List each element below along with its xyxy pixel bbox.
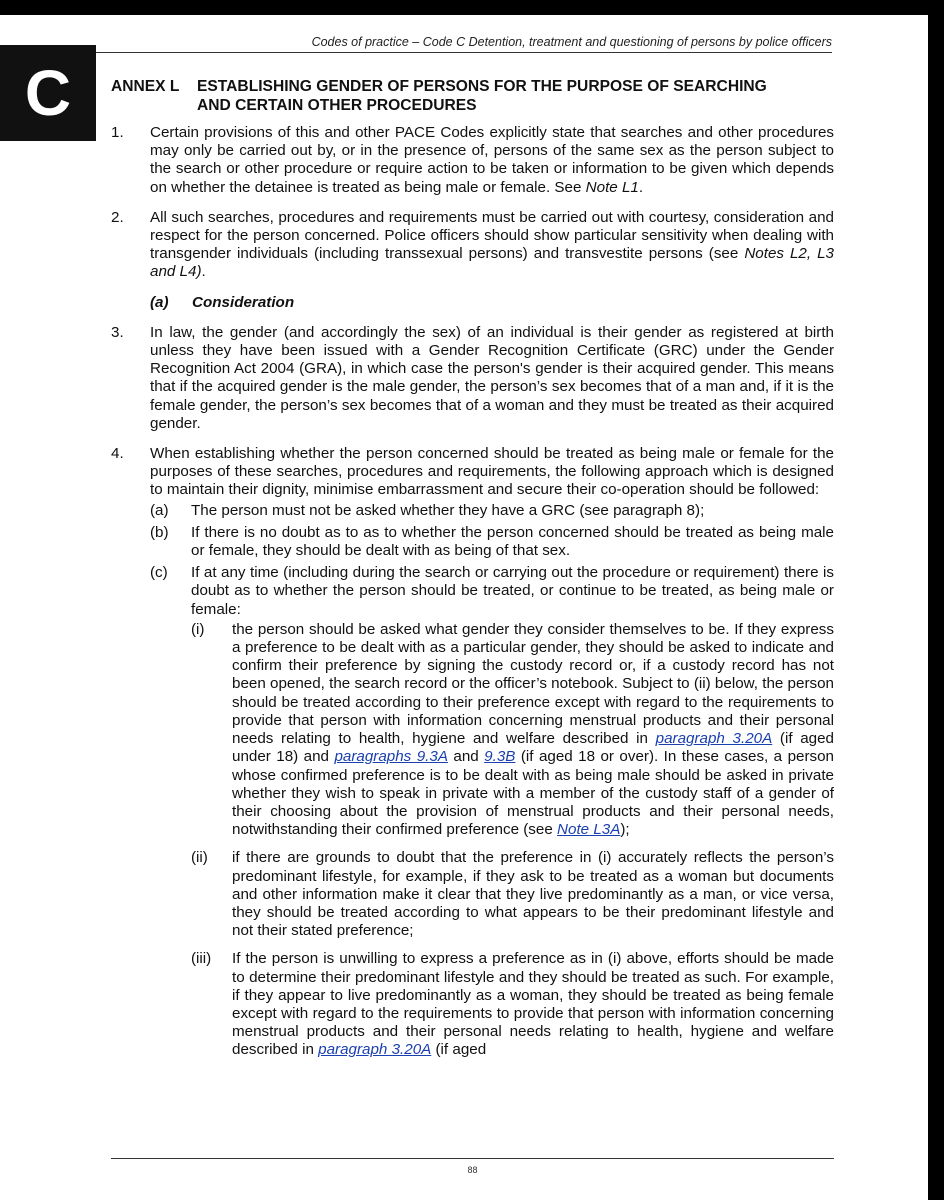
sub-body (191, 564, 834, 1069)
sub-item-a (150, 502, 834, 520)
sub-label: (a) (150, 501, 169, 519)
item-i-text-5: ); (620, 821, 630, 839)
paragraph-3 (111, 324, 834, 433)
annex-title-line2: AND CERTAIN OTHER PROCEDURES (197, 97, 477, 114)
sub-sub-text: if there are grounds to doubt that the preference in (i) accurately reflects the person’s predominant lifestyle, for example, if they ask to be treated as a woman but documents and other information make it clear that they live predominantly as a man, or vice versa, they should be treated according to what appears to be their predominant lifestyle and not their stated preference; (232, 849, 834, 940)
paragraph-4 (111, 445, 834, 1074)
paragraph-2 (111, 209, 834, 282)
document-page (0, 15, 928, 1200)
paragraph-1 (111, 124, 834, 197)
annex-label: ANNEX L (111, 78, 180, 95)
paragraph-text (150, 209, 834, 282)
item-i-text-4: (if aged 18 or over). In these cases, a person whose confirmed preference is to be dealt with as being male should be asked in private whether they wish to speak in private with a member of the custody staff of a gender of their choosing about the provision of menstrual products and their personal needs, notwithstanding their confirmed preference (see (232, 748, 835, 839)
link-paragraphs-9-3a[interactable]: paragraphs 9.3A (334, 748, 448, 766)
sub-sub-text (232, 621, 834, 839)
sub-label: (c) (150, 564, 168, 582)
annex-title-line1: ESTABLISHING GENDER OF PERSONS FOR THE PURPOSE OF SEARCHING (197, 78, 767, 95)
running-header: Codes of practice – Code C Detention, treatment and questioning of persons by police officers (96, 35, 832, 53)
notes-ref: Notes L2, L3 and L4) (150, 245, 834, 281)
item-i-text-2: (if aged under 18) and (232, 730, 835, 766)
sub-item-b (150, 524, 834, 560)
annex-title-text (197, 77, 834, 115)
sub-text: If there is no doubt as to as to whether the person concerned should be treated as being male or female, they should be dealt with as being of that sex. (191, 523, 834, 560)
sub-sub-label: (iii) (191, 950, 212, 968)
paragraph-number: 2. (111, 208, 124, 226)
paragraph-4-text: When establishing whether the person concerned should be treated as being male or female for the purposes of these searches, procedures and requirements, the following approach which is designed to maintain their dignity, minimise embarrassment and secure their co-operation should be followed: (150, 445, 834, 499)
paragraph-number: 3. (111, 323, 124, 341)
item-i-text-1: the person should be asked what gender they consider themselves to be. If they express a preference to be dealt with as a particular gender, they should be asked to indicate and confirm their preference by signing the custody record or, if a custody record has not been opened, the search record or the officer’s notebook. Subject to (ii) below, the person should be treated according to their preference except with regard to the requirements to provide that person with information concerning menstrual products and their personal needs relating to health, hygiene and welfare described in (232, 620, 834, 748)
paragraph-1-end: . (638, 178, 644, 196)
page-number: 88 (467, 1165, 478, 1175)
note-l1-ref: Note L1 (585, 178, 639, 196)
sub-sub-item-i (191, 621, 834, 839)
paragraph-number: 1. (111, 124, 124, 141)
document-body (111, 77, 834, 1074)
section-heading-consideration (150, 294, 834, 312)
sub-label: (b) (150, 523, 169, 541)
sub-text: If at any time (including during the search or carrying out the procedure or requirement) there is doubt as to whether the person should be treated, or continue to be treated, as being male or female: (191, 564, 834, 618)
link-note-l3a[interactable]: Note L3A (557, 821, 621, 839)
sub-sub-item-iii (191, 950, 834, 1059)
sub-sub-text (232, 950, 834, 1059)
sub-sub-item-ii (191, 849, 834, 940)
item-iii-text-2: (if aged (431, 1041, 487, 1059)
item-iii-text-1: If the person is unwilling to express a preference as in (i) above, efforts should be made to determine their predominant lifestyle and they should be treated as such. For example, if they appear to live predominantly as a woman, they should be treated as being female except with regard to the requirements to provide that person with information concerning menstrual products and their personal needs relating to health, hygiene and welfare described in (232, 950, 834, 1059)
paragraph-text: In law, the gender (and accordingly the sex) of an individual is their gender as registered at birth unless they have been issued with a Gender Recognition Certificate (GRC) under the Gender Recognition Act 2004 (GRA), in which case the person's gender is their acquired gender. This means that if the acquired gender is the male gender, the person’s sex becomes that of a man and, if it is the female gender, the person’s sex becomes that of a woman and they must be treated as their acquired gender. (150, 323, 834, 432)
sub-text: The person must not be asked whether they have a GRC (see paragraph 8); (191, 501, 705, 519)
section-label: (a) (150, 293, 169, 311)
paragraph-1-text: Certain provisions of this and other PACE Codes explicitly state that searches and other procedures may only be carried out by, or in the presence of, persons of the same sex as the person subject to the search or other procedure or require action to be taken or information to be given which depends on whether the detainee is treated as being male or female. See (150, 124, 834, 196)
section-title: Consideration (192, 293, 295, 311)
sub-sub-label: (i) (191, 620, 205, 638)
paragraph-number: 4. (111, 445, 124, 463)
link-paragraph-3-20a-2[interactable]: paragraph 3.20A (318, 1041, 432, 1059)
paragraph-2-text: All such searches, procedures and requirements must be carried out with courtesy, consideration and respect for the person concerned. Police officers should show particular sensitivity when dealing with transgender individuals (including transsexual persons) and transvestite persons (see (150, 208, 834, 263)
paragraph-body (150, 445, 834, 1074)
annex-title (111, 77, 834, 115)
footer-divider (111, 1158, 834, 1159)
item-i-text-3: and (447, 748, 485, 766)
sub-item-c (150, 564, 834, 1069)
section-tab-c: C (0, 45, 96, 141)
link-9-3b[interactable]: 9.3B (484, 748, 516, 766)
paragraph-text (150, 124, 834, 197)
sub-sub-label: (ii) (191, 849, 208, 867)
link-paragraph-3-20a[interactable]: paragraph 3.20A (655, 730, 773, 748)
paragraph-2-end: . (201, 263, 206, 281)
